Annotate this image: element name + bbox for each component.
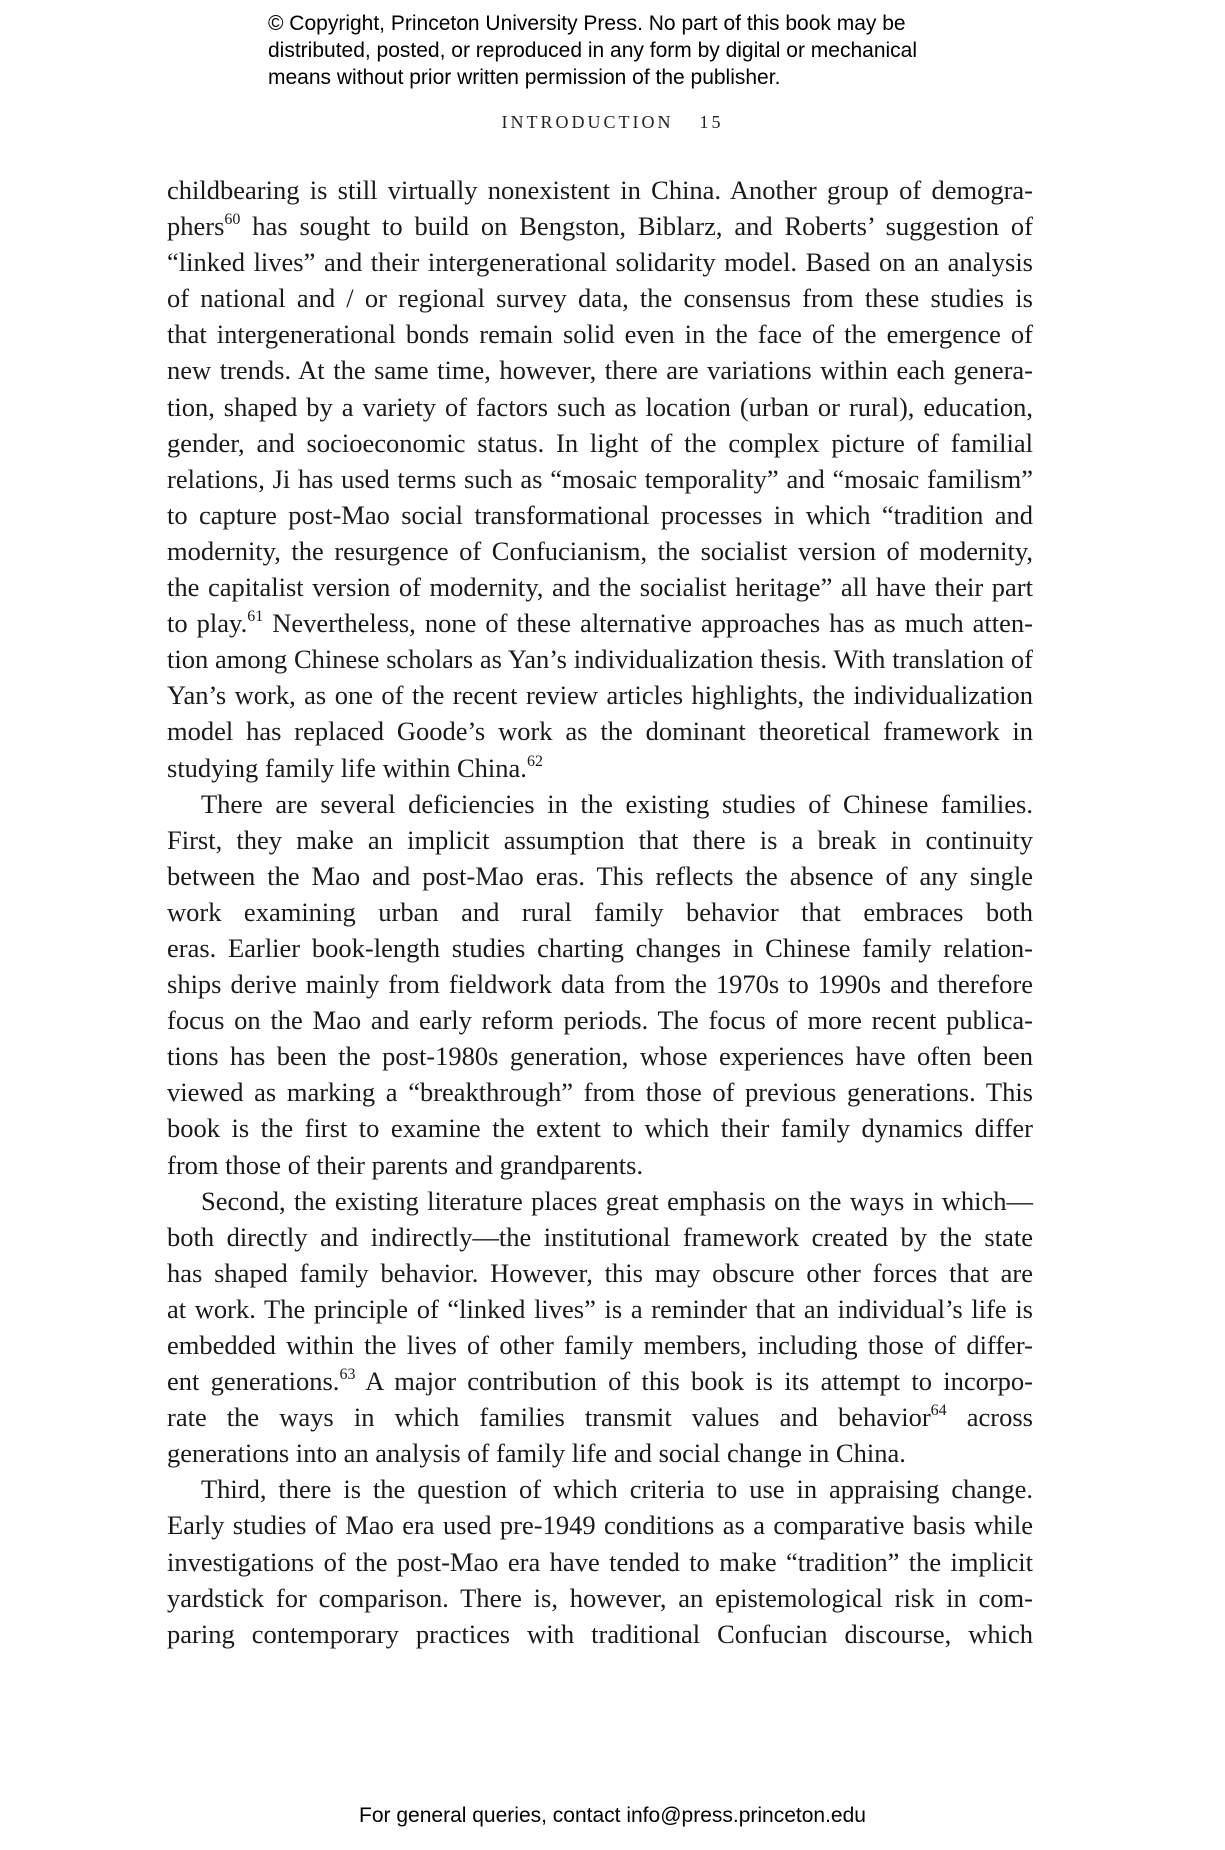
text-line [167, 208, 1033, 244]
text-line: embedded within the lives of other family members, including those of differ- [167, 1330, 1033, 1360]
running-head [0, 112, 1225, 133]
footnote-ref[interactable]: 63 [339, 1366, 356, 1384]
footnote-ref[interactable]: 64 [930, 1402, 947, 1420]
text-line: that intergenerational bonds remain solid even in the face of the emergence of [167, 319, 1033, 350]
text-run: rate the ways in which families transmit values and behavior [167, 1402, 931, 1433]
text-run: Nevertheless, none of these alternative approaches has as much atten- [263, 608, 1033, 639]
text-line: model has replaced Goode’s work as the dominant theoretical framework in [167, 716, 1033, 747]
footnote-ref[interactable]: 61 [247, 608, 264, 626]
text-line: focus on the Mao and early reform periods. The focus of more recent publica- [167, 1005, 1033, 1036]
footnote-ref[interactable]: 60 [224, 211, 241, 229]
text-line: of national and / or regional survey data, the consensus from these studies is [167, 283, 1033, 314]
text-line: generations into an analysis of family life and social change in China. [167, 1438, 906, 1469]
text-line: new trends. At the same time, however, there are variations within each genera- [167, 355, 1033, 386]
text-line: at work. The principle of “linked lives” is a reminder that an individual’s life is [167, 1293, 1033, 1324]
text-line: tions has been the post-1980s generation, whose experiences have often been [167, 1041, 1033, 1072]
text-line: First, they make an implicit assumption that there is a break in continuity [167, 824, 1033, 855]
text-line: from those of their parents and grandparents. [167, 1149, 644, 1180]
copyright-notice [268, 10, 1028, 91]
text-line: relations, Ji has used terms such as “mosaic temporality” and “mosaic familism” [167, 463, 1033, 494]
body-text [167, 172, 1033, 1652]
text-line: modernity, the resurgence of Confucianism, the socialist version of modernity, [167, 535, 1033, 566]
text-line: paring contemporary practices with traditional Confucian discourse, which [167, 1618, 1033, 1649]
text-line: book is the first to examine the extent to which their family dynamics differ [167, 1113, 1033, 1144]
text-line: Yan’s work, as one of the recent review articles highlights, the individualization [167, 680, 1033, 711]
paragraph [167, 172, 1033, 786]
footer-contact: For general queries, contact info@press.princeton.edu [359, 1804, 866, 1827]
text-line: childbearing is still virtually nonexistent in China. Another group of demogra- [167, 175, 1033, 205]
footnote-ref[interactable]: 62 [526, 752, 543, 770]
text-line: viewed as marking a “breakthrough” from those of previous generations. This [167, 1077, 1033, 1108]
text-line [167, 1363, 1033, 1399]
text-run: phers [167, 211, 225, 242]
text-line: eras. Earlier book-length studies charting changes in Chinese family relation- [167, 932, 1033, 963]
text-line: Early studies of Mao era used pre-1949 conditions as a comparative basis while [167, 1510, 1033, 1541]
paragraph [167, 1183, 1033, 1472]
text-run: across [946, 1402, 1033, 1433]
text-run: A major contribution of this book is its attempt to incorpo- [355, 1366, 1034, 1397]
text-line: ships derive mainly from fieldwork data from the 1970s to 1990s and therefore [167, 969, 1033, 1000]
text-run: has sought to build on Bengston, Biblarz, and Roberts’ suggestion of [240, 211, 1033, 242]
text-line: has shaped family behavior. However, this may obscure other forces that are [167, 1257, 1033, 1288]
text-line: gender, and socioeconomic status. In light of the complex picture of familial [167, 427, 1033, 458]
paragraph [167, 1471, 1033, 1651]
paragraph [167, 786, 1033, 1183]
text-line: Second, the existing literature places great emphasis on the ways in which— [201, 1185, 1033, 1216]
text-line [167, 1399, 1033, 1435]
text-line: the capitalist version of modernity, and the socialist heritage” all have their part [167, 572, 1033, 603]
running-head-section: INTRODUCTION [501, 112, 674, 132]
text-line [167, 750, 1033, 786]
text-line [167, 605, 1033, 641]
text-line: Third, there is the question of which criteria to use in appraising change. [201, 1474, 1033, 1505]
text-run: studying family life within China. [167, 752, 527, 783]
text-run: to play. [167, 608, 248, 639]
text-line: “linked lives” and their intergenerational solidarity model. Based on an analysis [167, 247, 1033, 278]
text-line: yardstick for comparison. There is, however, an epistemological risk in com- [167, 1582, 1033, 1613]
copyright-line: means without prior written permission of the publisher. [268, 66, 781, 89]
copyright-line: © Copyright, Princeton University Press. No part of this book may be [268, 12, 906, 35]
text-line: between the Mao and post-Mao eras. This reflects the absence of any single [167, 860, 1033, 891]
text-line: investigations of the post-Mao era have tended to make “tradition” the implicit [167, 1546, 1033, 1577]
page-number: 15 [699, 112, 724, 132]
text-line: both directly and indirectly—the institutional framework created by the state [167, 1221, 1033, 1252]
copyright-line: distributed, posted, or reproduced in any form by digital or mechanical [268, 39, 918, 62]
text-line: to capture post-Mao social transformational processes in which “tradition and [167, 499, 1033, 530]
text-line: tion among Chinese scholars as Yan’s individualization thesis. With translation of [167, 644, 1033, 675]
text-run: ent generations. [167, 1366, 340, 1397]
text-line: There are several deficiencies in the existing studies of Chinese families. [201, 788, 1033, 819]
text-line: work examining urban and rural family behavior that embraces both [167, 896, 1033, 927]
text-line: tion, shaped by a variety of factors such as location (urban or rural), education, [167, 391, 1033, 422]
